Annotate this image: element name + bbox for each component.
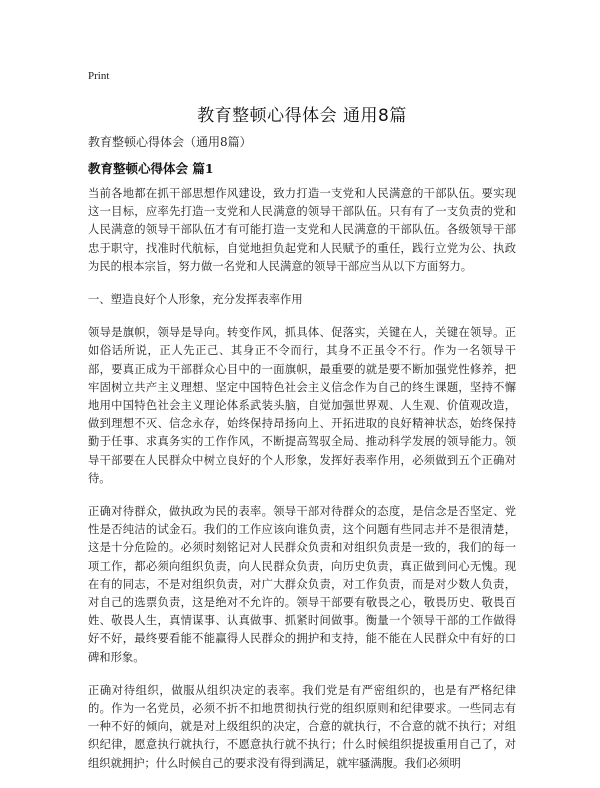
paragraph-masses: 正确对待群众，做执政为民的表率。领导干部对待群众的态度，是信念是否坚定、党性是否纯洁的试金石。我们的工作应该向谁负责，这个问题有些同志并不是很清楚，这是十分危险的。必须时刻铭记对人民群众负责和对组织负责是一致的，我们的每一项工作，都必须向组织负责，向人民群众负责，向历史负责，真正做到问心无愧。现在有的同志，不是对组织负责，对广大群众负责，对工作负责，而是对少数人负责，对自己的选票负责，这是绝对不允许的。领导干部要有敬畏之心，敬畏历史、敬畏百姓、敬畏人生，真情谋事、认真做事、抓紧时间做事。衡量一个领导干部的工作做得好不好，最终要看能不能赢得人民群众的拥护和支持，能不能在人民群众中有好的口碑和形象。 [88, 505, 516, 664]
print-label[interactable]: Print [88, 70, 110, 82]
section-heading: 教育整顿心得体会 篇1 [88, 161, 214, 176]
document-title: 教育整顿心得体会 通用8篇 [197, 106, 407, 126]
document-body [88, 185, 516, 788]
subheading-image-role: 一、塑造良好个人形象，充分发挥表率作用 [88, 293, 303, 307]
paragraph-intro: 当前各地都在抓干部思想作风建设，致力打造一支党和人民满意的干部队伍。要实现这一目标，应率先打造一支党和人民满意的领导干部队伍。只有有了一支负责的党和人民满意的领导干部队伍才有可能打造一支党和人民满意的干部队伍。各级领导干部忠于职守，找准时代航标，自觉地担负起党和人民赋予的重任，践行立党为公、执政为民的根本宗旨，努力做一名党和人民满意的领导干部应当从以下方面努力。 [88, 187, 516, 273]
document-subtitle: 教育整顿心得体会（通用8篇） [88, 135, 252, 149]
paragraph-organization: 正确对待组织，做服从组织决定的表率。我们党是有严密组织的，也是有严格纪律的。作为一名党员，必须不折不扣地贯彻执行党的组织原则和纪律要求。一些同志有一种不好的倾向，就是对上级组织的决定，合意的就执行，不合意的就不执行；对组织纪律，愿意执行就执行，不愿意执行就不执行；什么时候组织提拔重用自己了，对组织就拥护；什么时候自己的要求没有得到满足，就牢骚满腹。我们必须明 [88, 683, 516, 770]
paragraph-leadership: 领导是旗帜，领导是导向。转变作风，抓具体、促落实，关键在人，关键在领导。正如俗话所说，正人先正己、其身正不令而行，其身不正虽令不行。作为一名领导干部，要真正成为干部群众心目中的一面旗帜，最重要的就是要不断加强党性修养，把牢固树立共产主义理想、坚定中国特色社会主义信念作为自己的终生课题，坚持不懈地用中国特色社会主义理论体系武装头脑，自觉加强世界观、人生观、价值观改造，做到理想不灭、信念永存，始终保持昂扬向上、开拓进取的良好精神状态，始终保持勤于任事、求真务实的工作作风，不断提高驾驭全局、推动科学发展的领导能力。领导干部要在人民群众中树立良好的个人形象，发挥好表率作用，必须做到五个正确对待。 [88, 326, 516, 485]
